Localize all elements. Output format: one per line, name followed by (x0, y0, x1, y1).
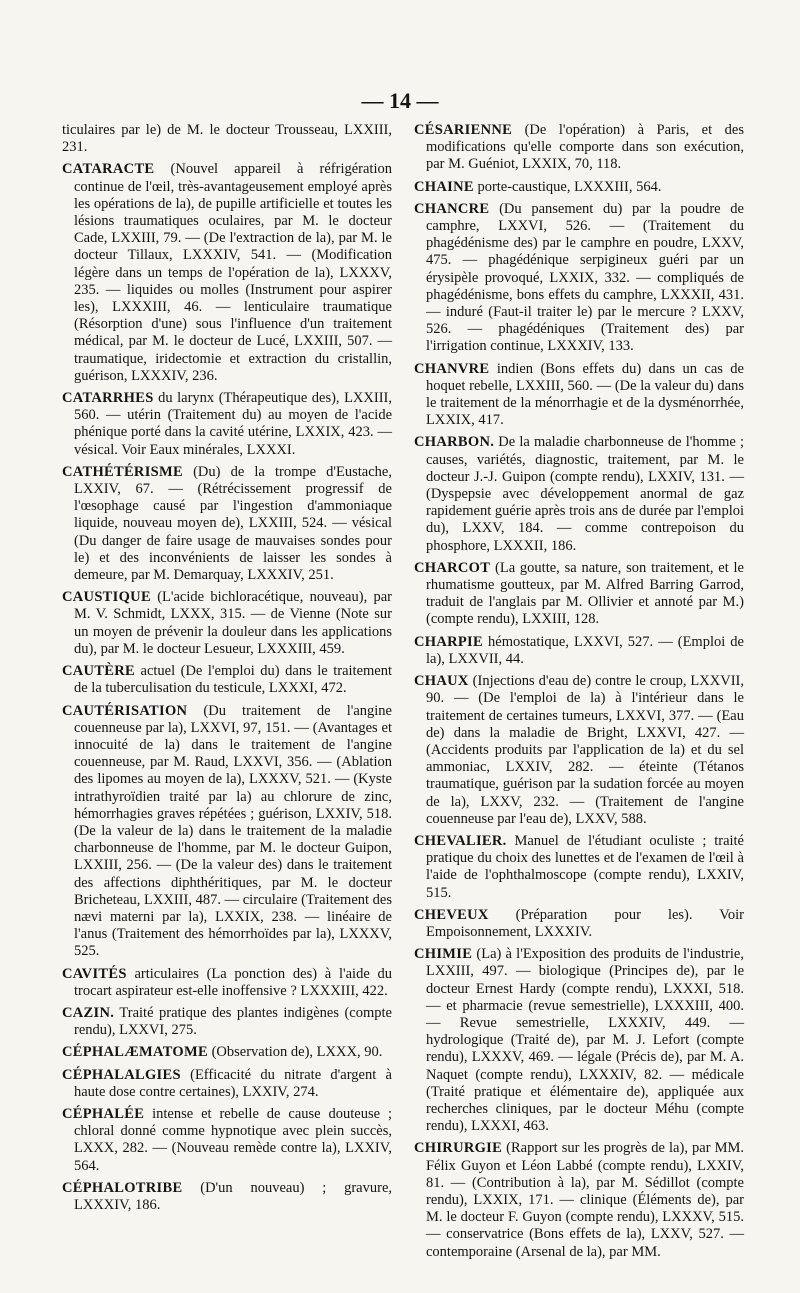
entry-headword: CAUTÈRE (62, 663, 135, 680)
index-entry (62, 1005, 392, 1039)
entry-headword: CATARACTE (62, 161, 155, 178)
index-entry (62, 390, 392, 459)
entry-text: De la maladie charbonneuse de l'homme ; causes, variétés, diagnostic, traitement, par M. le docteur J.-J. Guipon (compte rendu), LXXIV, 131. — (Dyspepsie avec développement anormal de gaz rapidement guérie après trois ans de durée par l'emploi du), LXXV, 184. — comme contrepoison du phosphore, LXXXII, 186. (426, 434, 744, 554)
index-entry (414, 434, 744, 554)
entry-headword: CHIRURGIE (414, 1140, 503, 1157)
entry-headword: CAZIN. (62, 1004, 115, 1021)
entry-headword: CÉPHALÉE (62, 1105, 145, 1122)
index-entry (62, 161, 392, 385)
entry-text: du larynx (Thérapeutique des), LXXIII, 560. — utérin (Traitement du) au moyen de l'acide phénique porté dans la cavité utérine, LXXIX, 423. — vésical. Voir Eaux minérales, LXXXI. (74, 390, 392, 458)
entry-headword: CÉPHALOTRIBE (62, 1179, 183, 1196)
index-entry (62, 464, 392, 584)
entry-text: (Efficacité du nitrate d'argent à haute dose contre certaines), LXXIV, 274. (74, 1066, 392, 1100)
entry-headword: CHAINE (414, 178, 474, 195)
index-entry (414, 560, 744, 629)
entry-text: actuel (De l'emploi du) dans le traitement de la tuberculisation du testicule, LXXXI, 472. (74, 663, 392, 697)
entry-headword: CHIMIE (414, 946, 473, 963)
entry-headword: CHAUX (414, 673, 469, 690)
index-entry (62, 966, 392, 1000)
entry-headword: CAUSTIQUE (62, 589, 151, 606)
entry-headword: CATHÉTÉRISME (62, 463, 183, 480)
entry-text: articulaires (La ponction des) à l'aide du trocart aspirateur est-elle inoffensive ? LXXXIII, 422. (74, 965, 392, 999)
entry-text: (Du pansement du) par la poudre de camphre, LXXVI, 526. — (Traitement du phagédénisme des) par le camphre en poudre, LXXV, 475. — phagédénique serpigineux guéri par un érysipèle provoqué, LXXIX, 332. — compliqués de phagédénisme, bons effets du camphre, LXXXII, 431. — induré (Faut-il traiter le) par le mercure ? LXXV, 526. — phagédéniques (Traitement des) par l'irrigation continue, LXXXIV, 133. (426, 200, 744, 355)
entry-text: (Du) de la trompe d'Eustache, LXXIV, 67. — (Rétrécissement progressif de l'œsophage causé par l'ingestion d'ammoniaque liquide, nouveau moyen de), LXXIII, 524. — vésical (Du danger de faire usage de mauvaises sondes pour le) et des inconvénients de laisser les sondes à demeure, par M. Demarquay, LXXXIV, 251. (74, 463, 392, 584)
index-entry (414, 122, 744, 174)
entry-text: intense et rebelle de cause douteuse ; chloral donné comme hypnotique avec plein succès, LXXX, 282. — (Nouveau remède contre la), LXXIV, 564. (74, 1105, 392, 1174)
entry-headword: CHANVRE (414, 360, 490, 377)
index-entry (62, 1044, 392, 1061)
entry-headword: CAVITÉS (62, 965, 127, 982)
entry-text: porte-caustique, LXXXIII, 564. (473, 178, 662, 195)
index-entry (62, 589, 392, 658)
index-entry (414, 179, 744, 196)
entry-text: (L'acide bichloracétique, nouveau), par M. V. Schmidt, LXXX, 315. — de Vienne (Note sur un moyen de prévenir la douleur dans les applications du), par M. le docteur Lesueur, LXXXIII, 459. (74, 589, 392, 657)
index-entry (414, 1140, 744, 1260)
index-entry (414, 201, 744, 356)
index-entry (62, 1180, 392, 1214)
entry-text: (Préparation pour les). Voir Empoisonnement, LXXXIV. (426, 906, 744, 940)
entry-headword: CHANCRE (414, 200, 490, 217)
index-entry (414, 907, 744, 941)
entry-text: (Du traitement de l'angine couenneuse par la), LXXVI, 97, 151. — (Avantages et innocuité de la) dans le traitement de l'angine couenneuse, par M. Raud, LXXVI, 356. — (Ablation des lipomes au moyen de la), LXXXV, 521. — (Kyste intrathyroïdien traité par la) au chlorure de zinc, hémorrhagies graves répétées ; guérison, LXXIV, 518. (De la valeur de la) dans le traitement de la maladie charbonneuse de l'homme, par M. le docteur Guipon, LXXIII, 256. — (De la valeur des) dans le traitement des affections diphthéritiques, par M. le docteur Bricheteau, LXXIII, 487. — circulaire (Traitement des nævi materni par la), LXXIX, 238. — linéaire de l'anus (Traitement des hémorrhoïdes par la), LXXXV, 525. (74, 702, 392, 960)
entry-text: (De l'opération) à Paris, et des modifications qu'elle comporte dans son exécution, par M. Guéniot, LXXIX, 70, 118. (426, 122, 744, 173)
index-entry (414, 634, 744, 668)
entry-headword: CAUTÉRISATION (62, 702, 188, 719)
index-entry (414, 673, 744, 828)
entry-headword: CHARPIE (414, 633, 483, 650)
entry-headword: CATARRHES (62, 390, 154, 407)
entry-text: Manuel de l'étudiant oculiste ; traité pratique du choix des lunettes et de l'examen de l'œil à l'aide de l'ophthalmoscope (compte rendu), LXXIV, 515. (426, 832, 744, 901)
index-entry (62, 1106, 392, 1175)
entry-headword: CÉPHALÆMATOME (62, 1044, 208, 1061)
entry-headword: CHARCOT (414, 559, 491, 576)
entry-text: (D'un nouveau) ; gravure, LXXXIV, 186. (74, 1179, 392, 1213)
entry-text: hémostatique, LXXVI, 527. — (Emploi de la), LXXVII, 44. (426, 633, 744, 667)
index-entry (62, 663, 392, 697)
page-number: — 14 — (361, 88, 439, 113)
index-entry (414, 946, 744, 1135)
index-entry (414, 833, 744, 902)
index-entry (62, 703, 392, 961)
left-column (62, 122, 392, 1219)
entry-headword: CHEVALIER. (414, 832, 507, 849)
entry-text: (Rapport sur les progrès de la), par MM. Félix Guyon et Léon Labbé (compte rendu), LXXIV, 81. — (Contribution à la), par M. Sédillot (compte rendu), LXXIX, 171. — clinique (Éléments de), par M. le docteur F. Guyon (compte rendu), LXXXV, 515. — conservatrice (Bons effets de la), LXXV, 527. — contemporaine (Arsenal de la), par MM. (426, 1140, 744, 1260)
entry-text: (La) à l'Exposition des produits de l'industrie, LXXIII, 497. — biologique (Principes de), par le docteur Ernest Hardy (compte rendu), LXXXI, 518. — et pharmacie (revue semestrielle), LXXXIII, 400. — Revue semestrielle, LXXXIV, 449. — hydrologique (Traité de), par M. J. Lefort (compte rendu), LXXXV, 469. — légale (Précis de), par M. A. Naquet (compte rendu), LXXXIV, 82. — médicale (Traité pratique et élémentaire de), appliquée aux recherches cliniques, par le docteur Méhu (compte rendu), LXXXI, 463. (426, 946, 744, 1135)
right-column (414, 122, 744, 1266)
entry-text: (Injections d'eau de) contre le croup, LXXVII, 90. — (De l'emploi de la) à l'intérieur dans le traitement de certaines tumeurs, LXXVI, 377. — (Eau de) dans la maladie de Bright, LXXVI, 427. — (Accidents produits par l'application de la) et du sel ammoniac, LXXIV, 282. — éteinte (Tétanos traumatique, guérison par la sudation forcée au moyen de la), LXXV, 232. — (Traitement de l'angine couenneuse par l'eau de), LXXV, 588. (426, 673, 744, 827)
entry-headword: CÉSARIENNE (414, 122, 513, 138)
entry-text: ticulaires par le) de M. le docteur Trousseau, LXXIII, 231. (62, 122, 392, 156)
index-entry (62, 122, 392, 156)
entry-headword: CÉPHALALGIES (62, 1066, 181, 1083)
entry-text: Traité pratique des plantes indigènes (compte rendu), LXXVI, 275. (74, 1004, 392, 1039)
entry-text: indien (Bons effets du) dans un cas de hoquet rebelle, LXXIII, 560. — (De la valeur du) dans le traitement de la ménorrhagie et de la dysménorrhée, LXXIX, 417. (426, 360, 744, 429)
index-entry (62, 1067, 392, 1101)
entry-text: (La goutte, sa nature, son traitement, et le rhumatisme goutteux, par M. Alfred Barring Garrod, traduit de l'anglais par M. Ollivier et annoté par M.) (compte rendu), LXXIII, 128. (426, 559, 744, 628)
entry-text: (Nouvel appareil à réfrigération continue de l'œil, très-avantageusement employé après les opérations de la), de pupille artificielle et toutes les lésions traumatiques oculaires, par M. le docteur Cade, LXXIII, 79. — (De l'extraction de la), par M. le docteur Tillaux, LXXXIV, 541. — (Modification légère dans un temps de l'opération de la), LXXXV, 235. — liquides ou molles (Instrument pour aspirer les), LXXXIII, 46. — lenticulaire traumatique (Résorption d'une) sous l'influence d'un traitement médical, par M. le docteur de Lucé, LXXIII, 507. — traumatique, iridectomie et extraction du cristallin, guérison, LXXXIV, 236. (74, 161, 392, 384)
entry-headword: CHEVEUX (414, 906, 489, 923)
index-entry (414, 361, 744, 430)
entry-headword: CHARBON. (414, 434, 495, 451)
entry-text: (Observation de), LXXX, 90. (207, 1044, 383, 1061)
